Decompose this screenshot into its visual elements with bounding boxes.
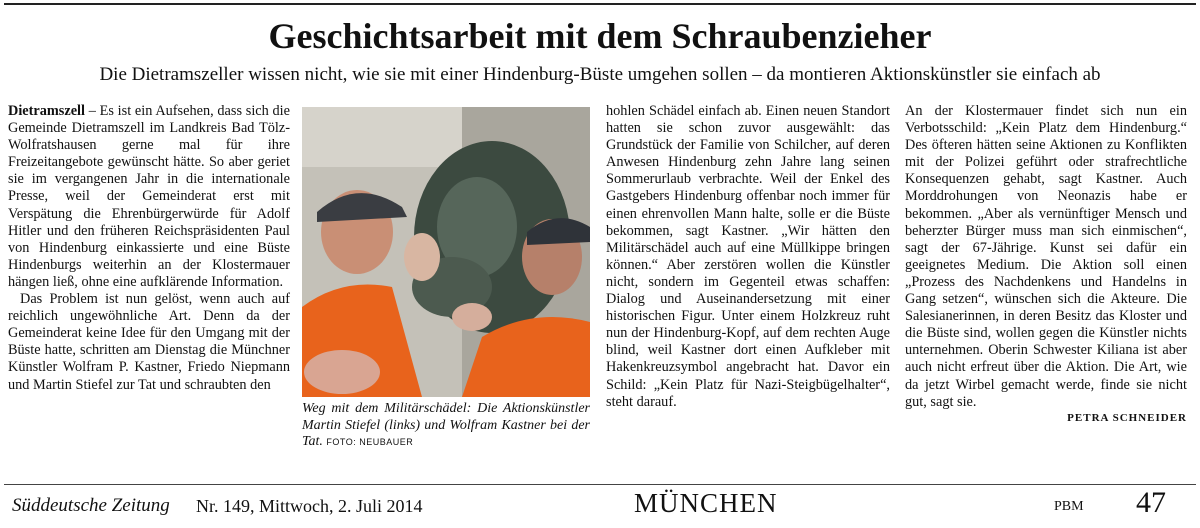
author-byline: PETRA SCHNEIDER	[1067, 411, 1187, 424]
photo-credit: FOTO: NEUBAUER	[326, 437, 414, 448]
paragraph-2: Das Problem ist nun gelöst, wenn auch auf reichlich ungewöhnliche Art. Denn da der Gemeinderat keine Idee für den Umgang mit der Büste hatte, schritten am Dienstag die Münchner Künstler Wolfram P. Kastner, Friedo Niepmann und Martin Stiefel zur Tat und schraubten den	[8, 291, 290, 393]
article-photo	[302, 107, 590, 397]
newspaper-masthead: Süddeutsche Zeitung	[12, 495, 170, 516]
section-name: MÜNCHEN	[634, 488, 778, 518]
dateline: Dietramszell	[8, 103, 86, 119]
caption-text: Weg mit dem Militärschädel: Die Aktionskünstler Martin Stiefel (links) und Wolfram Kastner bei der Tat.	[302, 401, 590, 450]
paragraph-1-text: – Es ist ein Aufsehen, dass sich die Gemeinde Dietramszell im Landkreis Bad Tölz-Wolfratshausen gerne mal für ihre Freizeitangebote gewünscht hätte. So aber geriet sie im vergangenen Jahr in die internationale Presse, weil der Gemeinderat erst mit Verspätung die Ehrenbürgerwürde für Adolf Hitler und den früheren Reichspräsidenten Paul von Hindenburg einkassierte und eine Büste Hindenburgs weiterhin an der Klostermauer hängen ließ, ohne eine aufklärende Information.	[8, 103, 290, 290]
article-column-1	[8, 103, 290, 394]
article-column-4	[905, 103, 1187, 427]
article-column-3	[606, 103, 890, 411]
paragraph-3: hohlen Schädel einfach ab. Einen neuen Standort hatten sie schon zuvor ausgewählt: das Grundstück der Familie von Schilcher, auf deren Anwesen Hindenburg zehn Jahre lang seinen Sommerurlaub verbrachte. Weil der Enkel des Gastgebers Hindenburg offenbar noch immer für einen ehrenvollen Mann halte, solle er die Büste bekommen, sagt Kastner. „Wir hätten den Militärschädel auch auf eine Müllkippe bringen können.“ Aber zerstören wollen die Künstler nicht, sondern im Gegenteil etwas schaffen: Dialog und Auseinandersetzung mit einer historischen Figur. Unter einem Holzkreuz ruht nun der Hindenburg-Kopf, auf dem rechten Auge blind, weil Kastner dort einen Aufkleber mit Hakenkreuzsymbol angebracht hat. Davor ein Schild: „Kein Platz für Nazi-Steigbügelhalter“, steht darauf.	[606, 103, 890, 410]
headline: Geschichtsarbeit mit dem Schraubenzieher	[268, 16, 932, 56]
edition-code: PBM	[1054, 499, 1084, 514]
footer-rule	[4, 484, 1196, 485]
top-rule	[4, 3, 1196, 5]
issue-info: Nr. 149, Mittwoch, 2. Juli 2014	[196, 496, 423, 516]
paragraph-4: An der Klostermauer findet sich nun ein Verbotsschild: „Kein Platz dem Hindenburg.“ Des öfteren hätten seine Aktionen zu Konflikten mit der Polizei geführt oder strafrechtliche Konsequenzen gehabt, sagt Kastner. Auch Morddrohungen von Neonazis habe er bekommen. „Aber als vernünftiger Mensch und beherzter Bürger muss man sich einmischen“, sagt der 67-Jährige. Kunst sei dafür ein geeignetes Medium. Die Aktion soll einen „Prozess des Nachdenkens und Handelns in Gang setzen“, wünschen sich die Akteure. Die Salesianerinnen, in deren Besitz das Kloster und die Büste sind, wollen gegen die Künstler nichts unternehmen. Oberin Schwester Kiliana ist aber auch nicht erfreut über die Aktion. Die Art, wie da jetzt Wirbel gemacht werde, finde sie nicht gut, sagt sie.	[905, 103, 1187, 410]
paragraph-1	[8, 103, 290, 291]
photo-illustration	[302, 107, 590, 397]
photo-caption	[302, 401, 590, 451]
subheadline: Die Dietramszeller wissen nicht, wie sie mit einer Hindenburg-Büste umgehen sollen – da montieren Aktionskünstler sie einfach ab	[99, 64, 1101, 85]
page-number: 47	[1136, 486, 1166, 519]
